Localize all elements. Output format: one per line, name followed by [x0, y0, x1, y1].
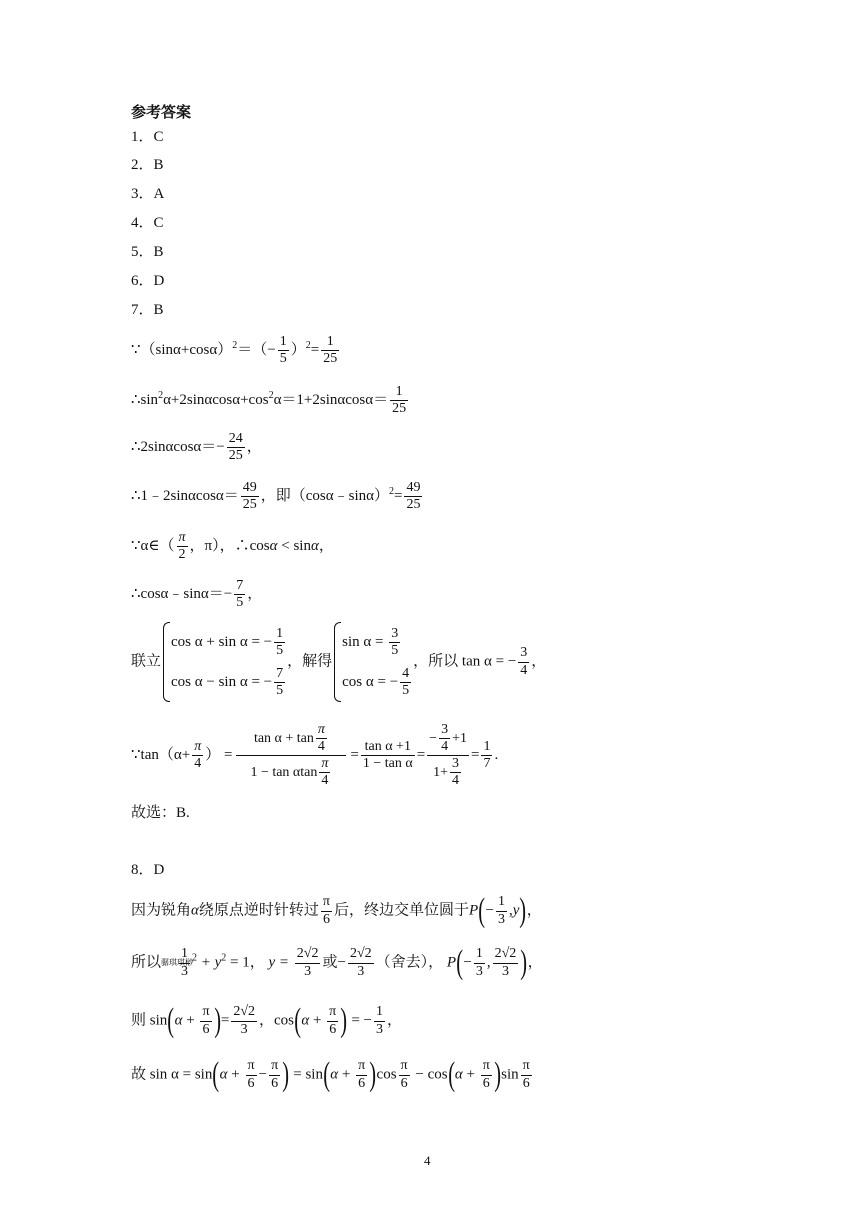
system-right: sin α = $\frac{3}{5}$ cos α = − $\frac{4}{5}$ — [332, 622, 413, 702]
page-number: 4 — [424, 1153, 431, 1168]
q7-tan-line: ∵tan（α+ $\frac{\pi}{4}$ ） = tan α + tan $\frac{\pi}{4}$ 1 − tan αtan $\frac{\pi}{4}$ = $\frac{\text{tan α +1}}{\text{1 − tan α}}$ = − $\frac{3}{4}$ +1 1+ $\frac{3}{4}$ = $\frac{1}{7}$ . — [131, 722, 499, 789]
q7-line-6: ∴cosα﹣sinα＝− $\frac{7}{5}$ ， — [131, 578, 263, 611]
answer-3: 3．A — [131, 186, 165, 202]
answer-4: 4．C — [131, 215, 164, 231]
q7-conclusion: 故选：B. — [131, 805, 190, 821]
answer-5: 5．B — [131, 244, 164, 260]
q7-system-line: 联立 cos α + sin α = − $\frac{1}{5}$ cos α − sin α = − $\frac{7}{5}$ ，解得 sin α = $\frac{3}{5}$ cos α = − $\frac{4}{5}$ ，所以 tan α = − $\frac{3}{4}$ ， — [131, 622, 546, 702]
answer-7: 7．B — [131, 302, 164, 318]
answer-6: 6．D — [131, 273, 165, 289]
q7-line-5: ∵α∈（ $\frac{\pi}{2}$ ，π），∴cosα < sinα， — [131, 530, 334, 563]
answer-heading: 参考答案 — [131, 105, 192, 121]
q8-line-2: 所以骣琪琪桫 $\frac{1}{3}$ $^2 + y^2 = 1$， y = $\frac{2√2}{3}$ 或− $\frac{2√2}{3}$ （舍去）， P(− $\frac{1}{3}$ , $\frac{2√2}{3}$ )， — [131, 944, 543, 981]
answer-2: 2．B — [131, 157, 164, 173]
q8-line-4: 故 sin α = sin(α + $\frac{\pi}{6}$ − $\frac{\pi}{6}$ ) = sin(α + $\frac{\pi}{6}$ )cos $\frac{\pi}{6}$ − cos(α + $\frac{\pi}{6}$ )sin $\frac{\pi}{6}$ — [131, 1056, 530, 1093]
q8-line-3: 则 sin(α + $\frac{\pi}{6}$ )= $\frac{2√2}{3}$ ，cos(α + $\frac{\pi}{6}$ ) = − $\frac{1}{3}$ ， — [131, 1002, 403, 1039]
answer-1: 1．C — [131, 129, 164, 145]
answer-8: 8．D — [131, 862, 165, 878]
garbled-glyphs: 骣琪琪桫 — [161, 958, 194, 967]
q7-line-1: $\because(\sin\alpha+\cos\alpha)^2=(-$ $\frac{1}{5}$ ）$^2$= $\frac{1}{25}$ — [131, 334, 338, 367]
q8-line-1: 因为锐角α绕原点逆时针转过 $\frac{\pi}{6}$ 后，终边交单位圆于P(− $\frac{1}{3}$ ,y)， — [131, 892, 542, 929]
system-left: cos α + sin α = − $\frac{1}{5}$ cos α − sin α = − $\frac{7}{5}$ — [161, 622, 287, 702]
q7-line-2: $\therefore\sin^2\alpha+2\sin\alpha\cos\alpha+\cos^2\alpha=1+2\sin\alpha\cos\alpha=$ $\frac{1}{25}$ — [131, 384, 407, 417]
q7-line-3: ∴2sinαcosα＝− $\frac{24}{25}$ ， — [131, 431, 262, 464]
q7-line-4: ∴1﹣2sinαcosα＝ $\frac{49}{25}$ ，即（cosα﹣sinα）$^2$= $\frac{49}{25}$ — [131, 480, 421, 513]
